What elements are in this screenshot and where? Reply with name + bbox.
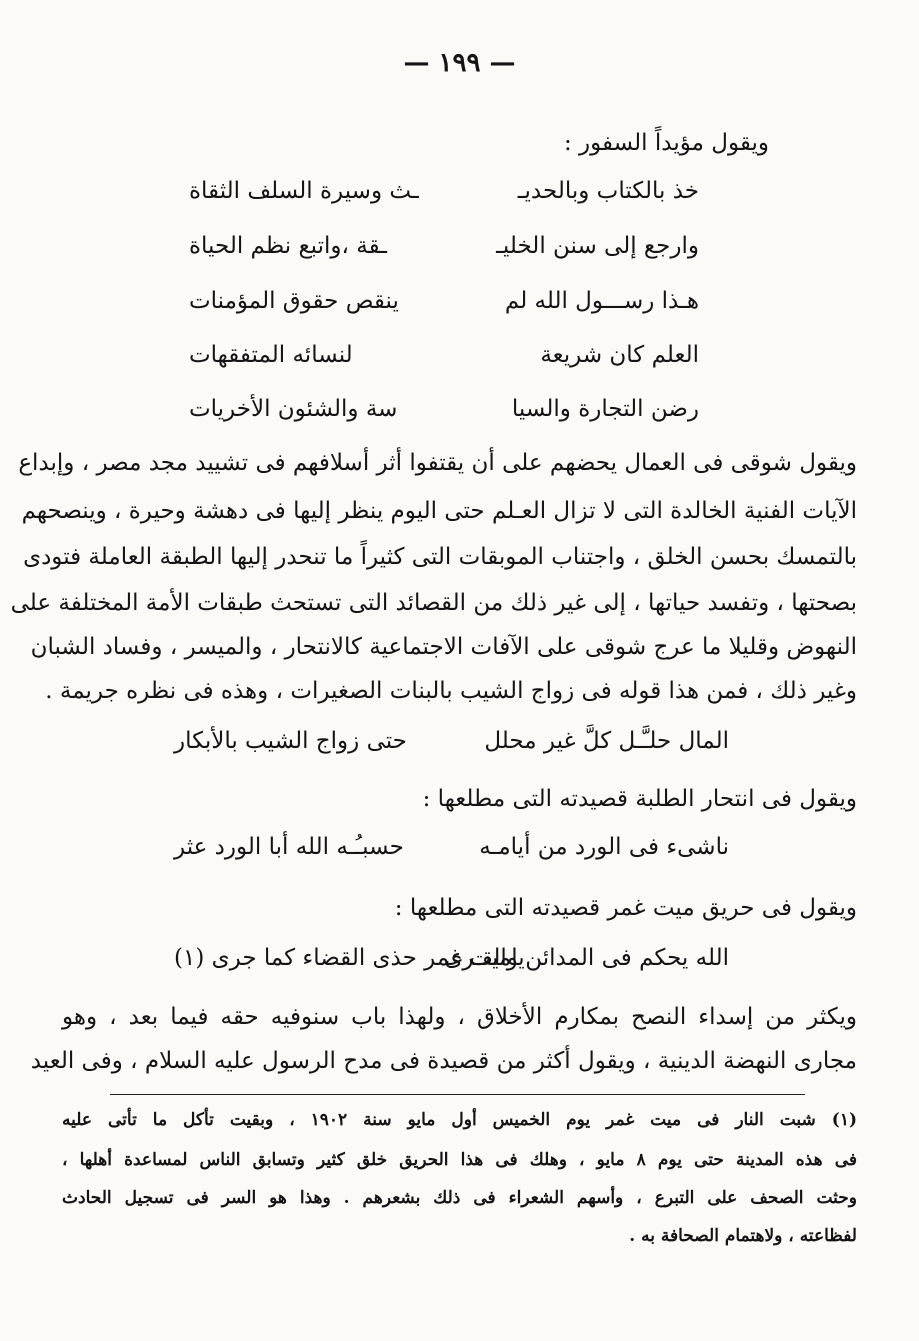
paragraph-line: وغير ذلك ، فمن هذا قوله فى زواج الشيب بالبنات الصغيرات ، وهذه فى نظره جريمة . (45, 678, 857, 704)
poem-verse (189, 396, 699, 428)
poem-verse (174, 728, 729, 760)
verse-first-hemistich: الله يحكم فى المدائن والقـرى (444, 945, 729, 971)
verse-first-hemistich: هـذا رســـول الله لم (504, 288, 699, 314)
poem-verse (189, 288, 699, 320)
footnote-line: فى هذه المدينة حتى يوم ٨ مايو ، وهلك فى هذا الحريق خلق كثير وتسابق الناس لمساعدة أهلها ، (62, 1150, 857, 1170)
verse-second-hemistich: سة والشئون الأخريات (189, 396, 398, 422)
verse-first-hemistich: العلم كان شريعة (540, 342, 699, 368)
verse-second-hemistich: ـث وسيرة السلف الثقاة (189, 178, 419, 204)
paragraph-line: بصحتها ، وتفسد حياتها ، إلى غير ذلك من القصائد التى تستحث طبقات الأمة المختلفة على (10, 590, 857, 616)
footnote-line: (١) شبت النار فى ميت غمر يوم الخميس أول مايو سنة ١٩٠٢ ، وبقيت تأكل ما تأتى عليه (62, 1110, 857, 1130)
verse-second-hemistich: ـقة ،واتبع نظم الحياة (189, 233, 387, 259)
verse-second-hemistich: لنسائه المتفقهات (189, 342, 353, 368)
verse-second-hemistich: حتى زواج الشيب بالأبكار (174, 728, 407, 754)
poem-verse (174, 834, 729, 866)
footnote-line: لفظاعته ، ولاهتمام الصحافة به . (629, 1226, 857, 1246)
footnote-line: وحثت الصحف على التبرع ، وأسهم الشعراء فى ذلك بشعرهم . وهذا هو السر فى تسجيل الحادث (62, 1188, 857, 1208)
verse-second-hemistich: حسبـُـه الله أبا الورد عثر (174, 834, 404, 860)
poem-verse (189, 233, 699, 265)
footnote-divider (110, 1094, 805, 1095)
verse-second-hemistich: ياميت غمر حذى القضاء كما جرى (١) (174, 945, 525, 971)
verse-first-hemistich: وارجع إلى سنن الخليـ (496, 233, 699, 259)
poem-verse (189, 342, 699, 374)
paragraph-line: بالتمسك بحسن الخلق ، واجتناب الموبقات التى كثيراً ما تنحدر إليها الطبقة العاملة فتودى (23, 544, 857, 570)
verse-first-hemistich: ناشىء فى الورد من أيامـه (479, 834, 729, 860)
poem-verse (189, 178, 699, 210)
paragraph-line: ويقول فى حريق ميت غمر قصيدته التى مطلعها : (394, 895, 857, 921)
paragraph-line: ويكثر من إسداء النصح بمكارم الأخلاق ، ولهذا باب سنوفيه حقه فيما بعد ، وهو (62, 1004, 857, 1030)
paragraph-line: ويقول فى انتحار الطلبة قصيدته التى مطلعها : (422, 786, 857, 812)
page-number: — ١٩٩ — (403, 48, 516, 78)
paragraph-line: ويقول شوقى فى العمال يحضهم على أن يقتفوا أثر أسلافهم فى تشييد مجد مصر ، وإبداع (18, 450, 857, 476)
paragraph-line: الآيات الفنية الخالدة التى لا تزال العـلم حتى اليوم ينظر إليها فى دهشة وحيرة ، وينصحهم (21, 498, 857, 524)
poem-verse (174, 945, 729, 977)
verse-second-hemistich: ينقص حقوق المؤمنات (189, 288, 399, 314)
intro-line: ويقول مؤيداً السفور : (563, 130, 769, 156)
verse-first-hemistich: المال حلـَّـل كلَّ غير محلل (484, 728, 729, 754)
verse-first-hemistich: خذ بالكتاب وبالحديـ (517, 178, 699, 204)
paragraph-line: النهوض وقليلا ما عرج شوقى على الآفات الاجتماعية كالانتحار ، والميسر ، وفساد الشبان (30, 634, 857, 660)
verse-first-hemistich: رضن التجارة والسيا (511, 396, 699, 422)
paragraph-line: مجارى النهضة الدينية ، ويقول أكثر من قصيدة فى مدح الرسول عليه السلام ، وفى العيد (30, 1048, 857, 1074)
